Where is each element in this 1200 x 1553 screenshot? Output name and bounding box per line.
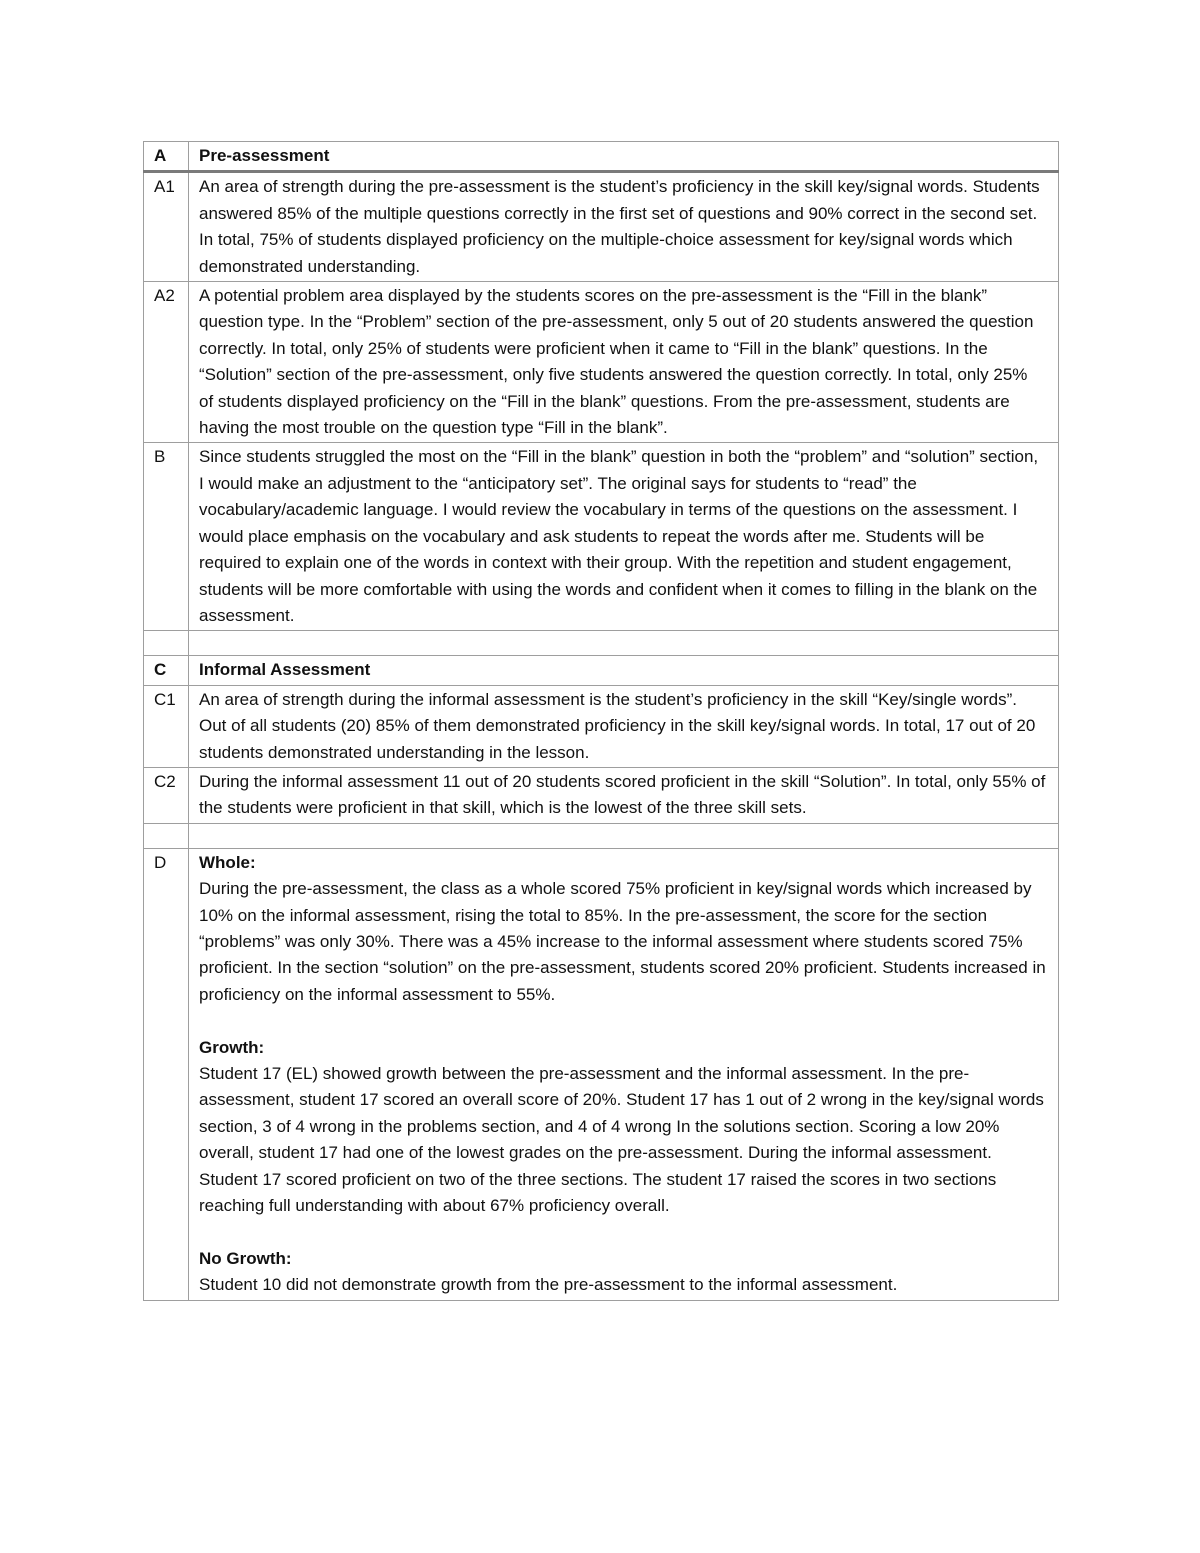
a2-text: A potential problem area displayed by the students scores on the pre-assessment is the “Fill in the blank” question type. In the “Problem” section of the pre-assessment, only 5 out of 20 students answered the question correctly. In total, only 25% of students were proficient when it came to “Fill in the blank” questions. In the “Solution” section of the pre-assessment, only five students answered the question correctly. In total, only 25% of students displayed proficiency on the “Fill in the blank” questions. From the pre-assessment, students are having the most trouble on the question type “Fill in the blank”. [189,282,1059,443]
row-a1 [144,172,1059,282]
row-label-a1: A1 [144,172,189,282]
section-title-pre-assessment: Pre-assessment [189,142,1059,172]
row-a-header [144,142,1059,172]
row-label-c1: C1 [144,685,189,767]
c2-text: During the informal assessment 11 out of 20 students scored proficient in the skill “Solution”. In total, only 55% of the students were proficient in that skill, which is the lowest of the three skill sets. [189,767,1059,823]
row-c2 [144,767,1059,823]
row-c-header [144,656,1059,685]
d-content [189,848,1059,1300]
blank-cell [189,631,1059,656]
assessment-analysis-table [143,141,1059,1301]
row-label-d: D [144,848,189,1300]
row-label-a2: A2 [144,282,189,443]
row-label-c2: C2 [144,767,189,823]
blank-cell [144,631,189,656]
section-title-informal-assessment: Informal Assessment [189,656,1059,685]
blank-row [144,823,1059,848]
whole-text: During the pre-assessment, the class as a whole scored 75% proficient in key/signal words which increased by 10% on the informal assessment, rising the total to 85%. In the pre-assessment, the score for the section “problems” was only 30%. There was a 45% increase to the informal assessment where students scored 75% proficient. In the section “solution” on the pre-assessment, students scored 20% proficient. Students increased in proficiency on the informal assessment to 55%. [199,879,1046,1004]
row-label-b: B [144,443,189,631]
whole-heading: Whole: [199,852,256,872]
b-text: Since students struggled the most on the “Fill in the blank” question in both the “problem” and “solution” section, I would make an adjustment to the “anticipatory set”. The original says for students to “read” the vocabulary/academic language. I would review the vocabulary in terms of the questions on the assessment. I would place emphasis on the vocabulary and ask students to repeat the words after me. Students will be required to explain one of the words in context with their group. With the repetition and student engagement, students will be more comfortable with using the words and confident when it comes to filling in the blank on the assessment. [189,443,1059,631]
c1-text: An area of strength during the informal assessment is the student’s proficiency in the skill “Key/single words”. Out of all students (20) 85% of them demonstrated proficiency in the skill key/signal words. In total, 17 out of 20 students demonstrated understanding in the lesson. [189,685,1059,767]
no-growth-text: Student 10 did not demonstrate growth from the pre-assessment to the informal assessment. [199,1275,898,1295]
row-b [144,443,1059,631]
blank-row [144,631,1059,656]
no-growth-heading: No Growth: [199,1248,292,1268]
blank-cell [189,823,1059,848]
growth-heading: Growth: [199,1037,265,1057]
row-d [144,848,1059,1300]
a1-text: An area of strength during the pre-assessment is the student’s proficiency in the skill key/signal words. Students answered 85% of the multiple questions correctly in the first set of questions and 90% correct in the second set. In total, 75% of students displayed proficiency on the multiple-choice assessment for key/signal words which demonstrated understanding. [189,172,1059,282]
row-a2 [144,282,1059,443]
blank-cell [144,823,189,848]
row-label-a: A [144,142,189,172]
row-c1 [144,685,1059,767]
row-label-c: C [144,656,189,685]
growth-text: Student 17 (EL) showed growth between the pre-assessment and the informal assessment. In the pre-assessment, student 17 scored an overall score of 20%. Student 17 has 1 out of 2 wrong in the key/signal words section, 3 of 4 wrong in the problems section, and 4 of 4 wrong In the solutions section. Scoring a low 20% overall, student 17 had one of the lowest grades on the pre-assessment. During the informal assessment. Student 17 scored proficient on two of the three sections. The student 17 raised the scores in two sections reaching full understanding with about 67% proficiency overall. [199,1063,1044,1216]
